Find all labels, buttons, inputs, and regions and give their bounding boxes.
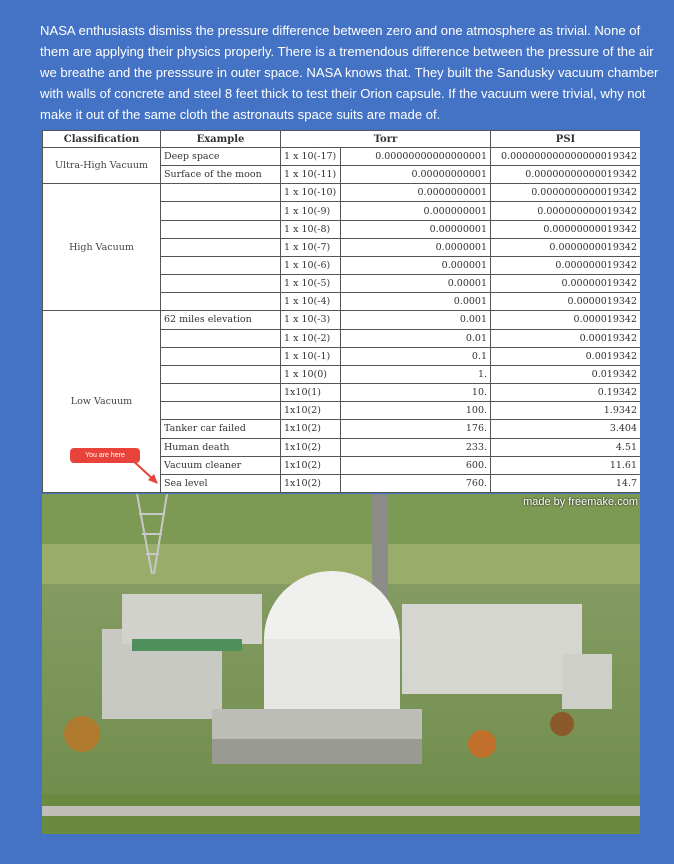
exponent-cell: 1x10(1) [281,384,341,402]
psi-cell: 0.000000000000000019342 [491,148,640,166]
example-cell [161,365,281,383]
exponent-cell: 1 x 10(-11) [281,166,341,184]
psi-cell: 14.7 [491,474,640,492]
psi-cell: 0.00000000000019342 [491,166,640,184]
example-cell [161,347,281,365]
psi-cell: 0.19342 [491,384,640,402]
exponent-cell: 1x10(2) [281,438,341,456]
header-psi: PSI [491,131,640,148]
exponent-cell: 1 x 10(-10) [281,184,341,202]
torr-cell: 100. [341,402,491,420]
exponent-cell: 1 x 10(0) [281,365,341,383]
torr-cell: 0.00000001 [341,220,491,238]
exponent-cell: 1 x 10(-4) [281,293,341,311]
psi-cell: 11.61 [491,456,640,474]
exponent-cell: 1 x 10(-17) [281,148,341,166]
exponent-cell: 1 x 10(-3) [281,311,341,329]
example-cell [161,275,281,293]
vacuum-table-image [42,130,640,493]
example-cell [161,293,281,311]
torr-cell: 0.00001 [341,275,491,293]
psi-cell: 0.0000019342 [491,293,640,311]
example-cell: Tanker car failed [161,420,281,438]
example-cell [161,256,281,274]
exponent-cell: 1x10(2) [281,474,341,492]
torr-cell: 233. [341,438,491,456]
example-cell: Human death [161,438,281,456]
you-are-here-label: You are here [70,448,140,463]
torr-cell: 0.0001 [341,293,491,311]
psi-cell: 0.0019342 [491,347,640,365]
vacuum-chamber-photo [42,494,640,834]
example-cell [161,402,281,420]
torr-cell: 760. [341,474,491,492]
psi-cell: 0.0000000019342 [491,238,640,256]
table-row [43,148,641,166]
table-body [43,148,641,493]
classification-cell: Low Vacuum [43,311,161,493]
exponent-cell: 1 x 10(-9) [281,202,341,220]
example-cell [161,329,281,347]
psi-cell: 0.000000000019342 [491,202,640,220]
torr-cell: 0.01 [341,329,491,347]
exponent-cell: 1 x 10(-1) [281,347,341,365]
exponent-cell: 1x10(2) [281,420,341,438]
exponent-cell: 1x10(2) [281,456,341,474]
example-cell [161,384,281,402]
table-row [43,311,641,329]
classification-cell: Ultra-High Vacuum [43,148,161,184]
exponent-cell: 1x10(2) [281,402,341,420]
torr-cell: 0.1 [341,347,491,365]
example-cell: Vacuum cleaner [161,456,281,474]
example-cell: Deep space [161,148,281,166]
watermark: made by freemake.com [523,496,638,508]
torr-cell: 0.001 [341,311,491,329]
facility-illustration [42,494,640,834]
psi-cell: 0.000019342 [491,311,640,329]
torr-cell: 176. [341,420,491,438]
example-cell [161,220,281,238]
example-cell [161,184,281,202]
psi-cell: 0.00000019342 [491,275,640,293]
header-classification: Classification [43,131,161,148]
torr-cell: 1. [341,365,491,383]
torr-cell: 0.0000000001 [341,184,491,202]
psi-cell: 0.00000000019342 [491,220,640,238]
psi-cell: 0.019342 [491,365,640,383]
example-cell: Surface of the moon [161,166,281,184]
exponent-cell: 1 x 10(-7) [281,238,341,256]
table-header-row [43,131,641,148]
example-cell: Sea level [161,474,281,492]
example-cell [161,238,281,256]
psi-cell: 0.00019342 [491,329,640,347]
torr-cell: 10. [341,384,491,402]
table-row [43,184,641,202]
header-torr: Torr [281,131,491,148]
psi-cell: 4.51 [491,438,640,456]
psi-cell: 0.000000019342 [491,256,640,274]
torr-cell: 0.000001 [341,256,491,274]
exponent-cell: 1 x 10(-8) [281,220,341,238]
header-example: Example [161,131,281,148]
exponent-cell: 1 x 10(-6) [281,256,341,274]
exponent-cell: 1 x 10(-2) [281,329,341,347]
example-cell: 62 miles elevation [161,311,281,329]
torr-cell: 600. [341,456,491,474]
exponent-cell: 1 x 10(-5) [281,275,341,293]
psi-cell: 0.0000000000019342 [491,184,640,202]
arrow-icon [128,456,162,486]
classification-cell: High Vacuum [43,184,161,311]
example-cell [161,202,281,220]
vacuum-table [42,130,640,493]
psi-cell: 1.9342 [491,402,640,420]
torr-cell: 0.00000000000000001 [341,148,491,166]
torr-cell: 0.000000001 [341,202,491,220]
psi-cell: 3.404 [491,420,640,438]
torr-cell: 0.00000000001 [341,166,491,184]
torr-cell: 0.0000001 [341,238,491,256]
intro-paragraph: NASA enthusiasts dismiss the pressure difference between zero and one atmosphere as trivial. None of them are applying their physics properly. There is a tremendous difference between the pressure of the air we breathe and the presssure in outer space. NASA knows that. They built the Sandusky vacuum chamber with walls of concrete and steel 8 feet thick to test their Orion capsule. If the vacuum were trivial, why not make it out of the same cloth the astronauts space suits are made of. [40,23,659,122]
